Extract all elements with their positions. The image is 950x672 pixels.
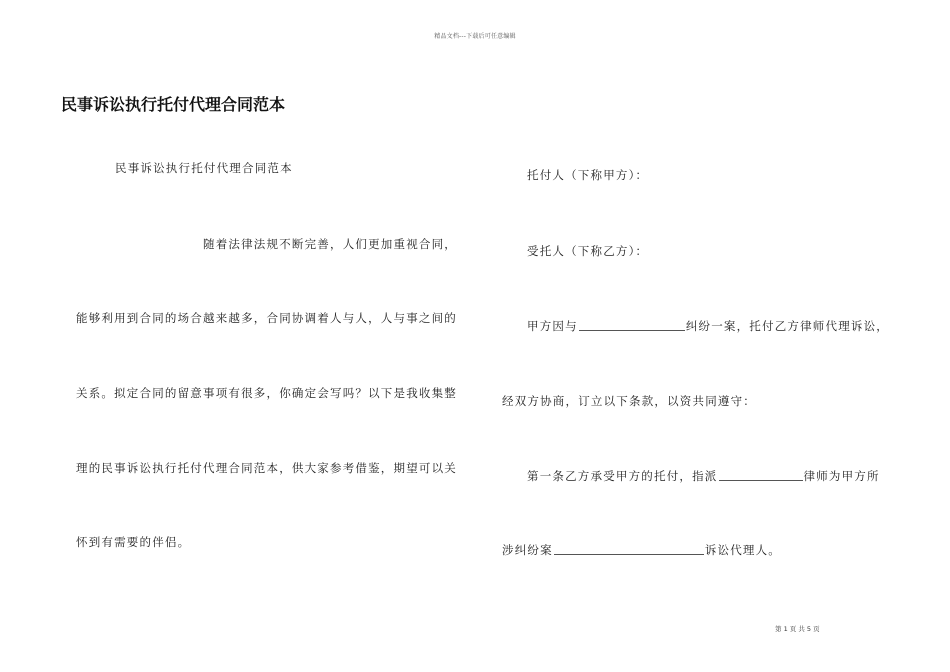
page-number: 第 1 页 共 5 页	[775, 625, 820, 633]
article-one-before: 第一条乙方承受甲方的托付，指派	[527, 469, 718, 483]
header-note: 精品文档---下载后可任意编辑	[434, 33, 516, 40]
lawyer-name-blank	[719, 470, 803, 481]
left-paragraph-line-1: 随着法律法规不断完善，人们更加重视合同，	[203, 237, 457, 251]
document-title: 民事诉讼执行托付代理合同范本	[61, 95, 286, 114]
left-paragraph-line-5: 怀到有需要的伴侣。	[76, 535, 191, 549]
left-subtitle: 民事诉讼执行托付代理合同范本	[115, 161, 293, 175]
case-line-after: 诉讼代理人。	[704, 543, 782, 557]
clause-intro-before: 甲方因与	[527, 319, 578, 333]
left-paragraph-line-4: 理的民事诉讼执行托付代理合同范本，供大家参考借鉴，期望可以关	[76, 461, 457, 475]
principal-line: 托付人（下称甲方）：	[527, 168, 649, 182]
left-paragraph-line-2: 能够利用到合同的场合越来越多，合同协调着人与人，人与事之间的	[76, 311, 457, 325]
clause-intro-line	[527, 318, 889, 334]
case-line-before: 涉纠纷案	[502, 543, 553, 557]
case-name-blank	[554, 544, 704, 555]
agreement-line: 经双方协商，订立以下条款，以资共同遵守：	[502, 394, 756, 408]
left-paragraph-line-3: 关系。拟定合同的留意事项有很多，你确定会写吗？以下是我收集整	[76, 386, 457, 400]
clause-intro-after: 纠纷一案，托付乙方律师代理诉讼，	[685, 319, 890, 333]
agent-line: 受托人（下称乙方）：	[527, 244, 649, 258]
article-one-after: 律师为甲方所	[803, 469, 880, 483]
article-one-line	[527, 468, 880, 484]
case-line	[502, 542, 781, 558]
dispute-party-blank	[579, 320, 685, 331]
